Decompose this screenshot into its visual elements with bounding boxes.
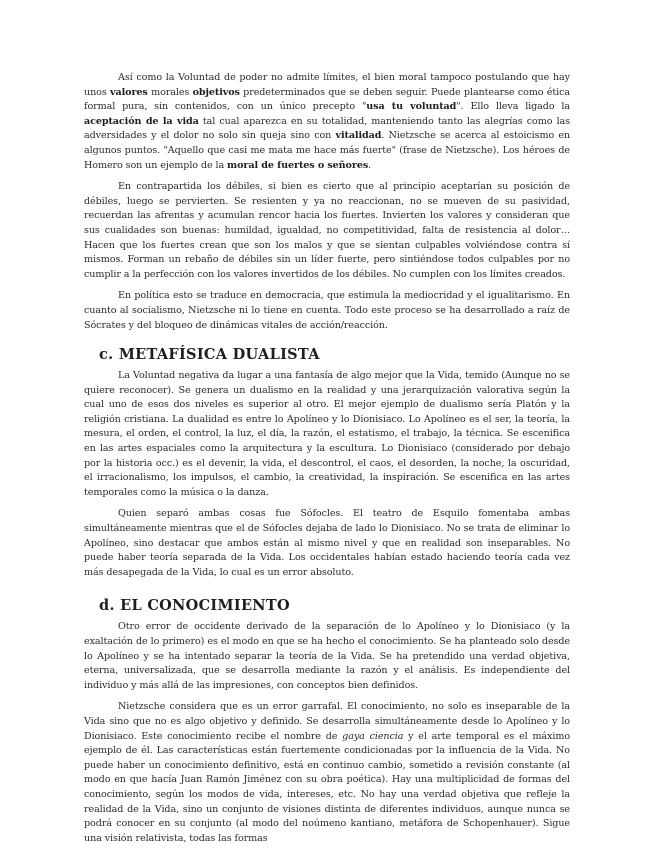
text-run: En contrapartida los débiles, si bien es cierto que al principio aceptarían su posición de débiles, luego se pervierten. Se resienten y ya no reaccionan, no se mueven de su pasividad, recuerdan las afrentas y acumulan rencor hacia los fuertes. Invierten los valores y consideran que sus cualidades son buenas: humildad, igualdad, no competitividad, falta de resistencia al dolor… Hacen que los fuertes crean que son los malos y que se sientan culpables volviéndose contra sí mismos. Forman un rebaño de débiles sin un líder fuerte, pero sintiéndose todos culpables por no cumplir a la perfección con los valores invertidos de los débiles. No cumplen con los límites creados. <box>84 181 570 280</box>
paragraph <box>84 620 570 693</box>
text-run: morales <box>147 86 193 98</box>
paragraph <box>84 369 570 500</box>
text-run: predeterminados que se deben seguir. Puede plantearse como ética formal pura, sin contenidos, con un único precepto " <box>84 86 570 113</box>
text-run: En política esto se traduce en democracia, que estimula la mediocridad y el igualitarismo. En cuanto al socialismo, Nietzsche ni lo tiene en cuenta. Todo este proceso se ha desarrollado a raíz de Sócrates y del bloqueo de dinámicas vitales de acción/reacción. <box>84 290 570 331</box>
text-run: . <box>368 159 372 171</box>
bold-term: valores <box>110 86 148 98</box>
text-run: Otro error de occidente derivado de la separación de lo Apolíneo y lo Dionisiaco (y la exaltación de lo primero) es el modo en que se ha hecho el conocimiento. Se ha planteado solo desde lo Apolíneo y se ha intentado separar la teoría de la Vida. Se ha pretendido una verdad objetiva, eterna, universalizada, que se desarrolla mediante la razón y el análisis. Es independiente del individuo y más allá de las impresiones, con conceptos bien definidos. <box>84 621 570 691</box>
paragraph <box>84 289 570 333</box>
paragraph <box>84 71 570 173</box>
italic-term: gaya ciencia <box>342 730 404 742</box>
bold-term: moral de fuertes o señores <box>227 159 369 171</box>
section-heading-metafisica-dualista: c. METAFÍSICA DUALISTA <box>99 346 320 364</box>
text-run: tal cual aparezca en su totalidad, manteniendo tanto las alegrías como las adversidades y el dolor no solo sin queja sino con <box>84 115 570 142</box>
text-run: y el arte temporal es el máximo ejemplo de él. Las características están fuertemente condicionadas por la influencia de la Vida. No puede haber un conocimiento definitivo, está en continuo cambio, sometido a revisión constante (al modo en que hacía Juan Ramón Jiménez con su obra poética). Hay una multiplicidad de formas del conocimiento, según los modos de vida, intereses, etc. No hay una verdad objetiva que refleje la realidad de la Vida, sino un conjunto de visiones distinta de diferentes individuos, aunque nunca se podrá conocer en su conjunto (al modo del noúmeno kantiano, metáfora de Schopenhauer). Sigue una visión relativista, todas las formas <box>84 730 571 844</box>
bold-term: usa tu voluntad <box>366 101 457 113</box>
bold-term: aceptación de la vida <box>84 115 199 127</box>
section-heading-el-conocimiento: d. EL CONOCIMIENTO <box>99 597 290 615</box>
paragraph <box>84 700 570 846</box>
paragraph <box>84 180 570 282</box>
page-content <box>84 71 570 846</box>
text-run: Quien separó ambas cosas fue Sófocles. El teatro de Esquilo fomentaba ambas simultáneamente mientras que el de Sófocles dejaba de lado lo Dionisiaco. No se trata de eliminar lo Apolíneo, sino destacar que ambos están al mismo nivel y que en realidad son inseparables. No puede haber teoría separada de la Vida. Los occidentales habían estado haciendo teoría cada vez más desapegada de la Vida, lo cual es un error absoluto. <box>84 508 570 578</box>
bold-term: vitalidad <box>335 130 382 142</box>
paragraph <box>84 507 570 580</box>
bold-term: objetivos <box>192 86 240 98</box>
text-run: La Voluntad negativa da lugar a una fantasía de algo mejor que la Vida, temido (Aunque no se quiere reconocer). Se genera un dualismo en la realidad y una jerarquización valorativa según la cual uno de esos dos niveles es superior al otro. El mejor ejemplo de dualismo sería Platón y la religión cristiana. La dualidad es entre lo Apolíneo y lo Dionisiaco. Lo Apolíneo es el ser, la teoría, la mesura, el orden, el control, la luz, el día, la razón, el estatismo, el trabajo, la técnica. Se escenifica en las artes espaciales como la arquitectura y la escultura. Lo Dionisiaco (considerado por debajo por la historia occ.) es el devenir, la vida, el descontrol, el caos, el desorden, la noche, la oscuridad, el irracionalismo, los impulsos, el cambio, la creatividad, la inspiración. Se escenifica en las artes temporales como la música o la danza. <box>84 370 570 498</box>
text-run: Así como la Voluntad de poder no admite límites, el bien moral tampoco postulando que hay unos <box>84 72 570 98</box>
text-run: Nietzsche considera que es un error garrafal. El conocimiento, no solo es inseparable de la Vida sino que no es algo objetivo y definido. Se desarrolla simultáneamente desde lo Apolíneo y lo Dionisiaco. Este conocimiento recibe el nombre de <box>84 701 570 742</box>
text-run: . Nietzsche se acerca al estoicismo en algunos puntos. "Aquello que casi me mata me hace más fuerte" (frase de Nietzsche). Los héroes de Homero son un ejemplo de la <box>84 130 571 171</box>
text-run: ". Ello lleva ligado la <box>456 101 571 113</box>
